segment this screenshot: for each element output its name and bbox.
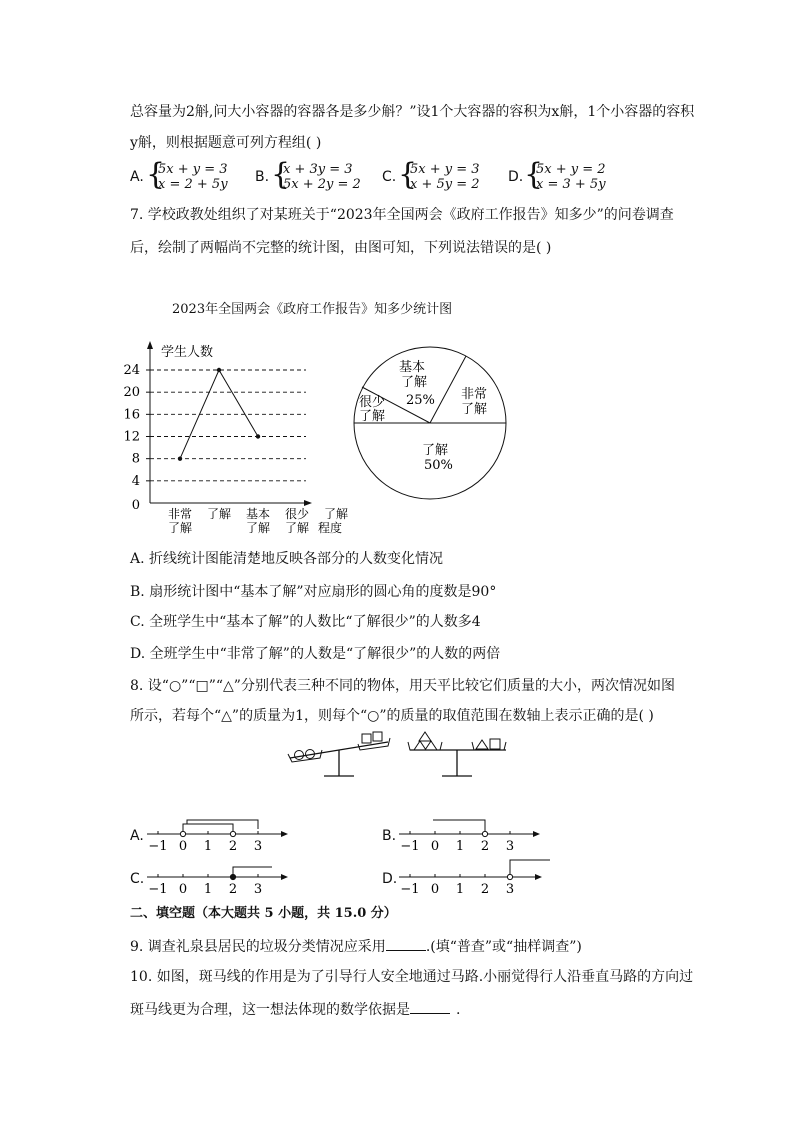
figure-title: 2023年全国两会《政府工作报告》知多少统计图 [172, 302, 453, 317]
range-bracket [233, 867, 272, 877]
line-chart [123, 338, 353, 538]
q10-line-1: 10. 如图，斑马线的作用是为了引导行人安全地通过马路.小丽觉得行人沿垂直马路的方向过 [130, 969, 694, 985]
slice-label-very-1: 非常 [461, 387, 488, 402]
axis-arrow-icon [535, 874, 542, 880]
x-axis-title-2: 程度 [318, 521, 343, 535]
brace-icon: { [398, 157, 418, 192]
q6-line-2: y斛，则根据题意可列方程组( ) [130, 135, 322, 151]
scale-right [408, 732, 506, 776]
slice-label-basic-2: 了解 [401, 375, 428, 390]
tick-label: 2 [228, 839, 238, 854]
slice-label-basic-1: 基本 [399, 360, 426, 375]
equation-2: x = 3 + 5y [536, 177, 606, 192]
y-tick-label: 24 [123, 363, 140, 378]
tick-label: 1 [455, 839, 465, 854]
section-2-heading: 二、填空题（本大题共 5 小题，共 15.0 分） [130, 906, 397, 921]
q7-option-a[interactable]: A. 折线统计图能清楚地反映各部分的人数变化情况 [130, 551, 444, 567]
y-tick-label: 4 [131, 473, 140, 489]
equation-1: x + 3y = 3 [283, 162, 353, 177]
pie-chart [350, 346, 510, 506]
series-points [178, 368, 260, 461]
y-tick-labels [123, 363, 140, 513]
tick-label: 2 [480, 882, 490, 897]
tick-label: 1 [203, 839, 213, 854]
q8-option-b-label[interactable]: B. [382, 828, 397, 844]
tick-label: 2 [228, 882, 238, 897]
q7-option-c[interactable]: C. 全班学生中“基本了解”的人数比“了解很少”的人数多4 [130, 614, 481, 630]
slice-value-basic: 25% [406, 393, 435, 408]
q8-option-d-label[interactable]: D. [382, 871, 398, 887]
y-tick-label: 0 [131, 498, 140, 513]
x-axis-arrow-icon [304, 500, 312, 506]
tick-label: −1 [400, 839, 420, 854]
axis-arrow-icon [281, 831, 288, 837]
equation-1: 5x + y = 3 [158, 162, 228, 177]
y-tick-label: 16 [123, 407, 140, 423]
slice-label-little-2: 了解 [359, 409, 386, 424]
tick-label: 3 [505, 839, 515, 854]
x-tick-label: 很少 [284, 507, 310, 521]
x-tick-label: 了解 [245, 521, 271, 535]
q8-option-c-label[interactable]: C. [130, 871, 145, 887]
tick-label: 0 [178, 839, 188, 854]
tick-label: 3 [253, 839, 263, 854]
open-point [507, 874, 512, 879]
q9 [130, 936, 582, 957]
triangle-icon [419, 732, 431, 741]
axis-arrow-icon [533, 831, 540, 837]
option-label: A. [130, 169, 144, 185]
series-line [180, 370, 258, 459]
triangle-icon [425, 741, 437, 750]
open-point [482, 831, 487, 836]
square-icon [373, 732, 382, 741]
tick-label: 1 [455, 882, 465, 897]
q9-text-before: 9. 调查礼泉县居民的垃圾分类情况应采用 [130, 939, 386, 955]
q8-line-1: 8. 设“○”“□”“△”分别代表三种不同的物体，用天平比较它们质量的大小，两次情况如图 [130, 678, 675, 694]
q8-line-2: 所示，若每个“△”的质量为1，则每个“○”的质量的取值范围在数轴上表示正确的是( ) [130, 708, 654, 724]
q8-number-line-b [397, 812, 542, 854]
y-tick-label: 12 [123, 429, 140, 445]
tick-label: 0 [430, 839, 440, 854]
slice-label-little-1: 很少 [359, 395, 386, 410]
q7-line-2: 后，绘制了两幅尚不完整的统计图，由图可知，下列说法错误的是( ) [130, 240, 552, 256]
x-axis-title-1: 了解 [324, 507, 349, 521]
x-tick-label: 了解 [206, 507, 232, 521]
data-point [217, 368, 221, 372]
q9-answer-blank[interactable] [386, 936, 426, 951]
tick-label: 3 [505, 882, 515, 897]
x-tick-label: 基本 [245, 507, 271, 521]
x-tick-label: 非常 [167, 507, 193, 521]
square-icon [490, 739, 500, 749]
data-point [178, 456, 182, 460]
q9-text-after: .(填“普查”或“抽样调查”) [425, 939, 582, 955]
range-bracket [433, 820, 485, 834]
circle-icon [295, 751, 304, 760]
q10-answer-blank[interactable] [410, 999, 450, 1014]
tick-label: 2 [480, 839, 490, 854]
equation-2: 5x + 2y = 2 [283, 177, 361, 192]
tick-label: 0 [430, 882, 440, 897]
y-axis-arrow-icon [147, 341, 153, 349]
scale-left [288, 732, 390, 776]
closed-point [230, 874, 235, 879]
q8-option-a-label[interactable]: A. [130, 828, 144, 844]
brace-icon: { [271, 157, 291, 192]
tick-label: −1 [148, 839, 168, 854]
q8-number-line-a [145, 812, 290, 854]
q10-line-2 [130, 999, 460, 1020]
slice-label-know: 了解 [422, 443, 449, 458]
triangle-icon [414, 741, 426, 750]
q7-line-1: 7. 学校政教处组织了对某班关于“2023年全国两会《政府工作报告》知多少”的问卷调查 [130, 207, 674, 223]
x-tick-label: 了解 [167, 521, 193, 535]
axis-arrow-icon [281, 874, 288, 880]
data-point [256, 434, 260, 438]
open-point [180, 831, 185, 836]
tick-label: 1 [203, 882, 213, 897]
equation-1: 5x + y = 3 [410, 162, 480, 177]
equation-2: x = 2 + 5y [158, 177, 228, 192]
x-tick-labels [168, 506, 309, 535]
slice-label-very-2: 了解 [461, 402, 488, 417]
q7-option-d[interactable]: D. 全班学生中“非常了解”的人数是“了解很少”的人数的两倍 [130, 646, 501, 662]
equation-2: x + 5y = 2 [410, 177, 480, 192]
open-point [230, 831, 235, 836]
option-label: C. [382, 169, 397, 185]
tick-label: 3 [253, 882, 263, 897]
x-tick-label: 了解 [284, 521, 310, 535]
q8-number-line-d [397, 855, 557, 897]
slice-value-know: 50% [424, 458, 453, 473]
q10-text-after: . [456, 1002, 461, 1018]
q7-option-b[interactable]: B. 扇形统计图中“基本了解”对应扇形的圆心角的度数是90° [130, 584, 497, 600]
tick-label: −1 [400, 882, 420, 897]
tick-label: −1 [148, 882, 168, 897]
chart-gridlines [146, 370, 306, 481]
y-tick-label: 8 [131, 451, 140, 467]
equation-1: 5x + y = 2 [536, 162, 606, 177]
option-label: D. [508, 169, 524, 185]
range-bracket [510, 860, 550, 877]
brace-icon: { [524, 157, 544, 192]
q8-number-line-c [145, 855, 290, 897]
y-axis-title: 学生人数 [161, 345, 214, 360]
square-icon [362, 734, 371, 743]
triangle-icon [476, 740, 488, 749]
balance-figure [280, 728, 520, 784]
brace-icon: { [146, 157, 166, 192]
y-tick-label: 20 [123, 385, 140, 401]
q6-line-1: 总容量为2斛,问大小容器的容器各是多少斛？”设1个大容器的容积为x斛，1个小容器的容积 [130, 104, 695, 120]
tick-label: 0 [178, 882, 188, 897]
option-label: B. [255, 169, 270, 185]
q10-text-before: 斑马线更为合理，这一想法体现的数学依据是 [130, 1002, 410, 1018]
